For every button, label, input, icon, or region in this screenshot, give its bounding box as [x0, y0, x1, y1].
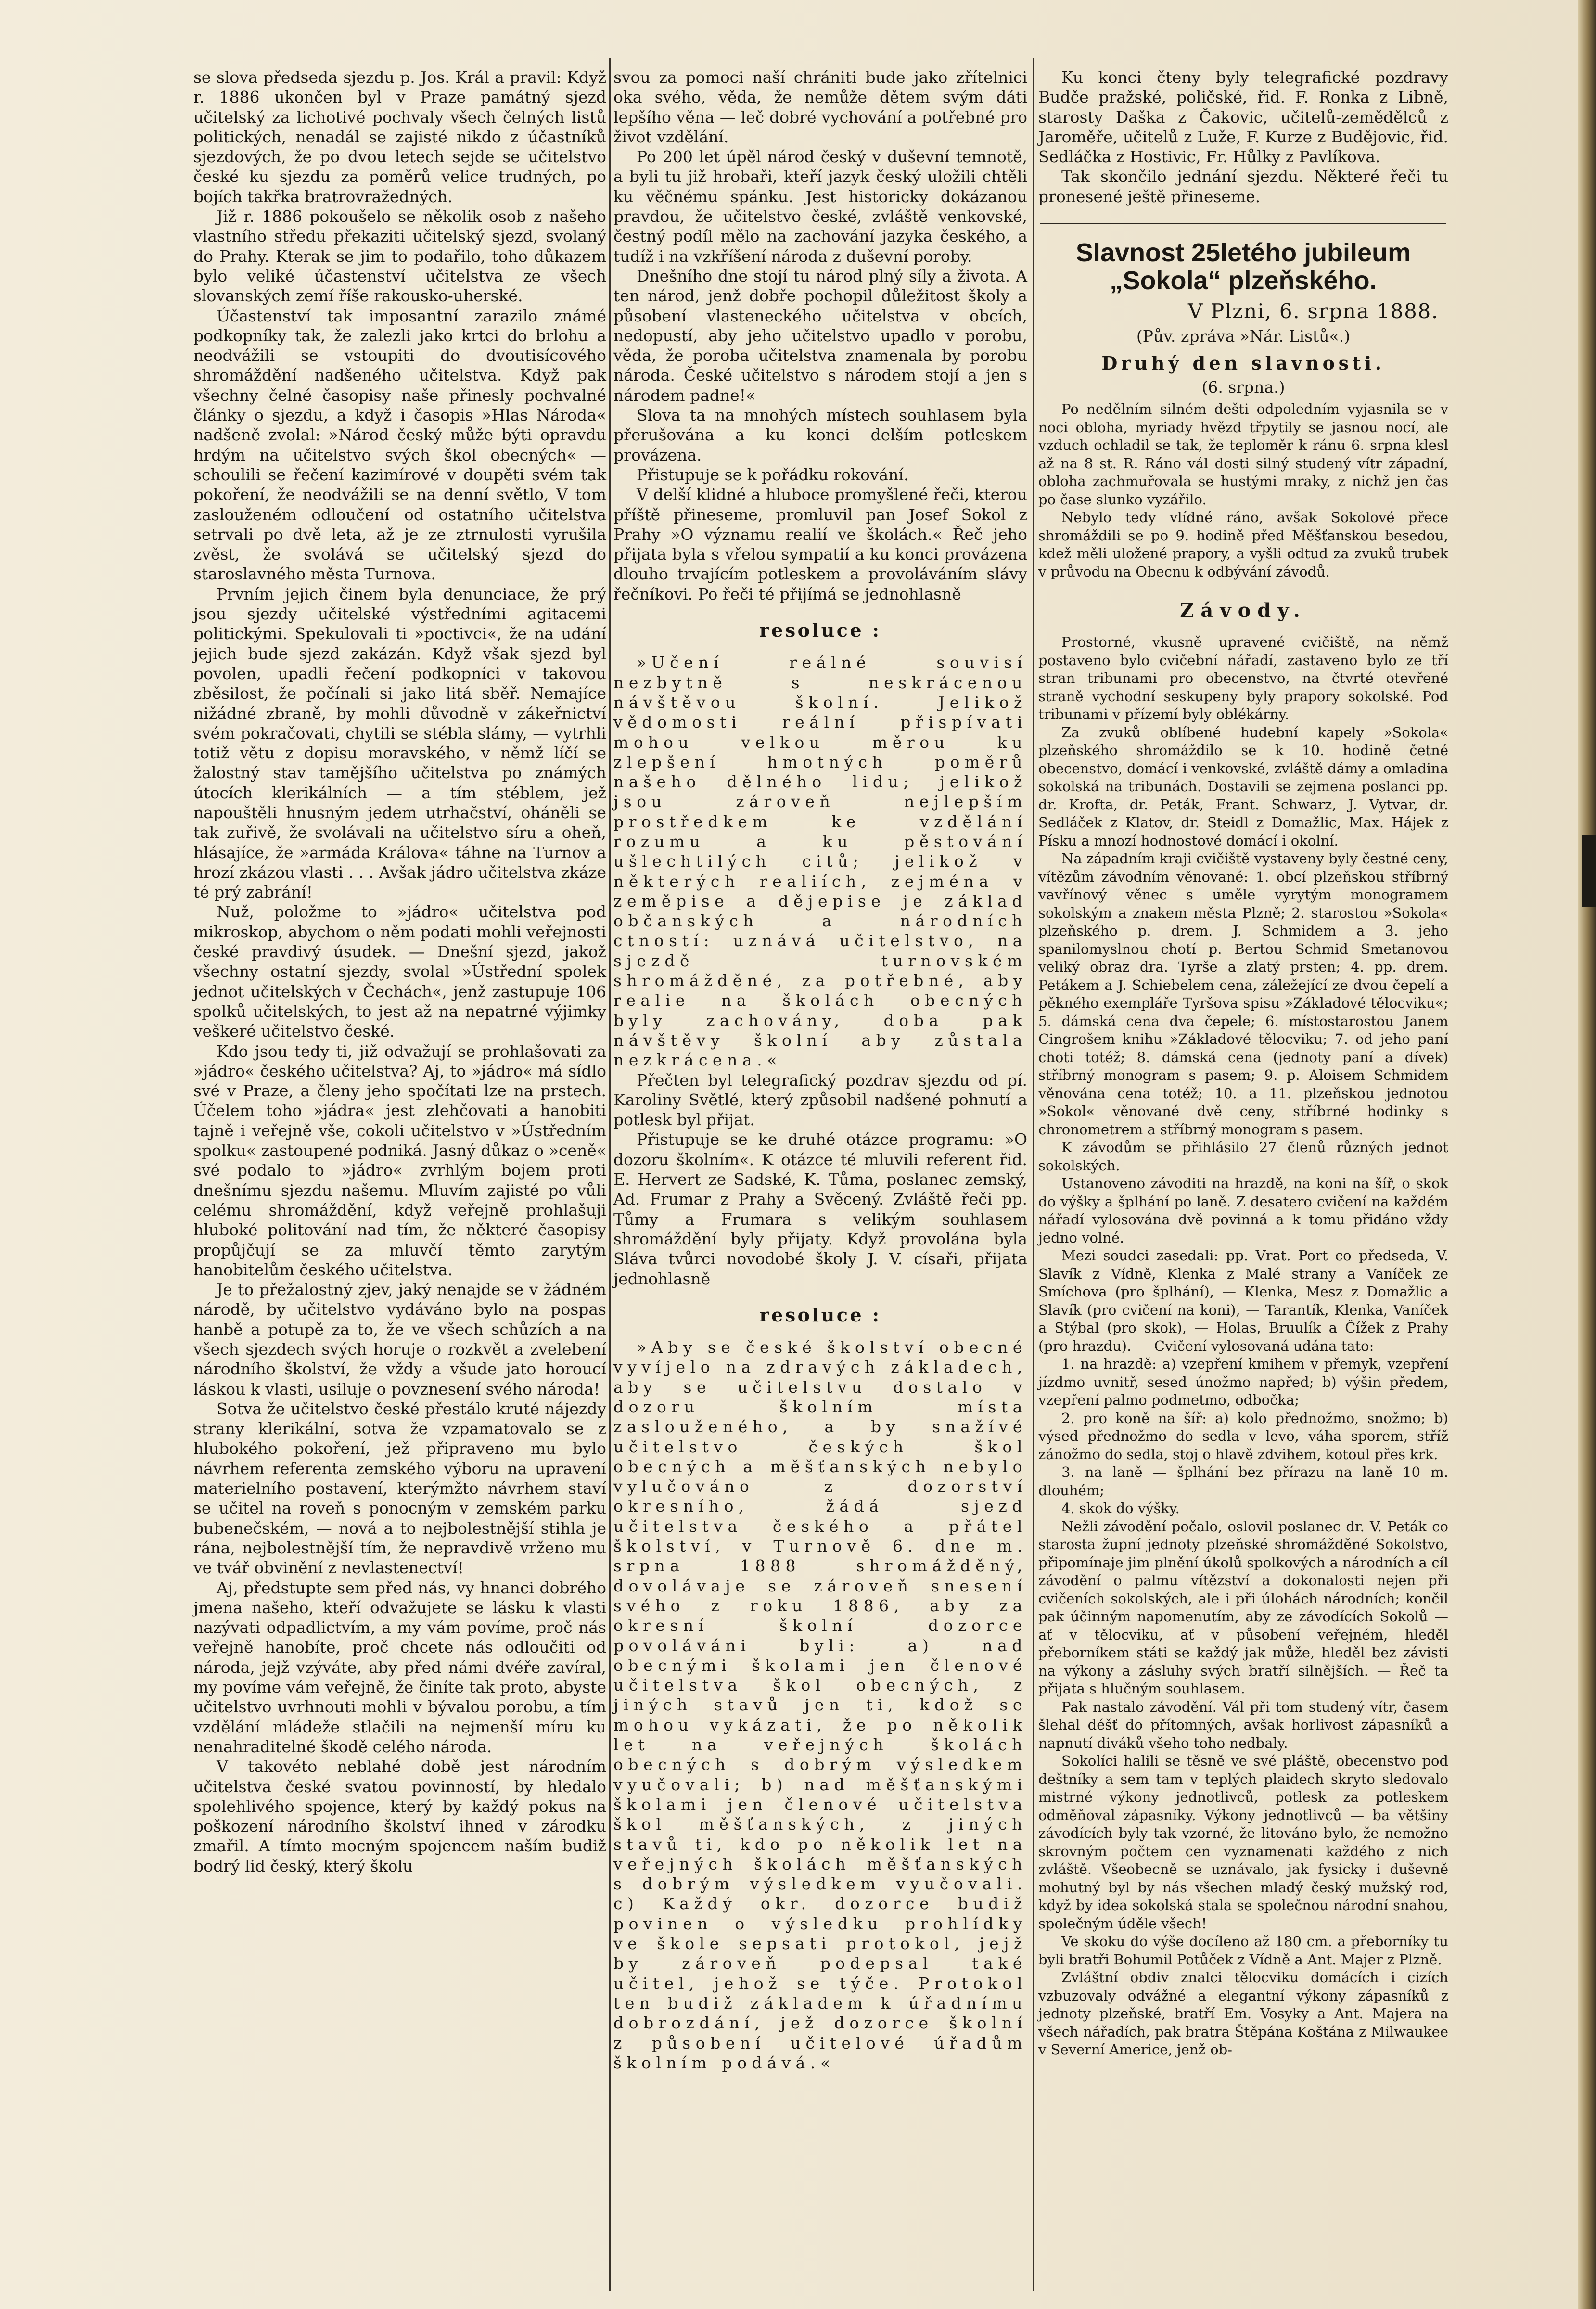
paragraph: 4. skok do výšky. — [1061, 1500, 1180, 1517]
paragraph: Kdo jsou tedy ti, již odvažují se prohlašovati za »jádro« českého učitelstva? Aj, to »jádro« má sídlo své v Praze, a členy jeho spočítati lze na prstech. Účelem toho »jádra« jest zlehčovati a hanobiti tajně i veřejně vše, cokoli učitelstvo v »Ústředním spolku« zastoupené podniká. Jasný důkaz o »ceně« své podalo to »jádro« zvrhlým bojem proti dnešnímu sjezdu našemu. Mluvím zajisté po vůli celému shromáždění, když veřejně prohlašuji hluboké politování nad tím, že některé časopisy propůjčují se za mluvčí těmto zarytým hanobitelům českého učitelstva. — [193, 1041, 606, 1279]
column-rule — [609, 58, 611, 2291]
paragraph: Prostorné, vkusně upravené cvičiště, na němž postaveno bylo cvičební nářadí, zastaveno bylo ze tří stran tribunami pro obecenstvo, na čtvrté otevřené straně vychodní seskupeny byly prapory sokolské. Pod tribunami v přízemí byly oblékárny. — [1038, 634, 1448, 723]
resolution-text: »Učení reálné souvisí nezbytně s neskrácenou návštěvou školní. Jelikož vědomosti reální přispívati mohou velkou měrou ku zlepšení hmotných poměrů našeho dělného lidu; jelikož jsou zároveň nejlepším prostředkem ke vzdělání rozumu a ku pěstování ušlechtilých citů; jelikož v některých realiích, zejména v zeměpise a dějepise je základ občanských a národních ctností: uznává učitelstvo, na sjezdě turnovském shromážděné, za potřebné, aby realie na školách obecných byly zachovány, doba pak návštěvy školní aby zůstala nezkrácena.« — [613, 653, 1027, 1070]
section-heading: Závody. — [1180, 599, 1307, 622]
dateline: V Plzni, 6. srpna 1888. — [1188, 299, 1439, 323]
column-rule — [1033, 58, 1034, 2291]
paragraph: Slova ta na mnohých místech souhlasem byla přerušována a ku konci delším potleskem provázena. — [613, 406, 1027, 464]
paragraph: se slova předseda sjezdu p. Jos. Král a pravil: Když r. 1886 ukončen byl v Praze památný sjezd učitelský za lichotivé pochvaly všech čelných listů politických, nenadál se zajisté nikdo z účastníků sjezdových, že po dvou letech sejde se učitelstvo české ku sjezdu za poměrů velice trudných, po bojích takřka bratrovražedných. — [193, 68, 606, 206]
page-edge-shadow — [1578, 0, 1596, 2309]
paragraph: Po nedělním silném dešti odpoledním vyjasnila se v noci obloha, myriady hvězd třpytily se jasnou nocí, ale vzduch ochladil se tak, že teploměr k ránu 6. srpna klesl až na 8 st. R. Ráno vál dosti silný studený vítr západní, obloha zachmuřovala se hustými mraky, z nichž jen čas po čase slunko vyzářilo. — [1038, 401, 1448, 508]
paragraph: Na západním kraji cvičiště vystaveny byly čestné ceny, vítězům závodním věnované: 1. obcí plzeňskou stříbrný vavřínový věnec s uměle vyrytým monogramem sokolským a znakem města Plzně; 2. starostou »Sokola« plzeňského p. drem. J. Schmidem a 3. jeho spanilomyslnou chotí p. Bertou Schmid Smetanovou veliký obraz dra. Tyrše a zlatý prsten; 4. pp. drem. Petákem a J. Schiebelem cena, záležející ze dvou čepelí a pěkného exempláře Tyršova spisu »Základové tělocviku«; 5. dámská cena dva čepele; 6. místostarostou Janem Cingrošem knihu »Základové tělocviku; 7. od jeho paní choti totéž; 8. dámská cena (jednoty paní a dívek) stříbrný monogram s pasem; 9. p. Aloisem Schmidem věnována cena totéž; 10. a 11. plzeňskou jednotou »Sokol« věnované dvě ceny, stříbrné hodinky s chronometrem a stříbrný monogram s pasem. — [1038, 850, 1448, 1138]
paragraph: Prvním jejich činem byla denunciace, že prý jsou sjezdy učitelské výstředními agitacemi politickými. Spekulovali ti »poctivci«, že na udání jejich bude sjezd zakázán. Když však sjezd byl povolen, upadli řečení podkopníci v takovou zběsilost, že počínali si jako litá sběř. Nemajíce nižádné zbraně, by mohli důvodně v zákeřnictví svém pokračovati, chytili se stébla slámy, — vytrhli totiž větu z dopisu moravského, v němž líčí se žalostný stav tamějšího učitelstva po známých útocích klerikálních — a tím stéblem, jež napouštěli hnusným jedem utrhačství, oháněli se tak zuřivě, že svolávali na učitelstvo síru a oheň, hlásajíce, že »armáda Králova« táhne na Turnov a hrozí zkázou vlasti . . . Avšak jádro učitelstva zkáze té prý zabrání! — [193, 584, 606, 902]
paragraph: Tak skončilo jednání sjezdu. Některé řeči tu pronesené ještě přineseme. — [1038, 167, 1448, 206]
paragraph: 2. pro koně na šíř: a) kolo přednožmo, snožmo; b) výsed přednožmo do sedla v levo, váha sporem, stříž zánožmo do sedla, stoj o hlavě zdvihem, kotoul přes krk. — [1038, 1410, 1448, 1462]
paragraph: Přistupuje se ke druhé otázce programu: »O dozoru školním«. K otázce té mluvili referent řid. E. Hervert ze Sadské, K. Tůma, poslanec zemský, Ad. Frumar z Prahy a Svěcený. Zvláště řeči pp. Tůmy a Frumara s velikým souhlasem shromáždění byly přijaty. Když provolána byla Sláva tvůrci novodobé školy J. V. císaři, přijata jednohlasně — [613, 1130, 1027, 1288]
paragraph: Za zvuků oblíbené hudební kapely »Sokola« plzeňského shromáždilo se k 10. hodině četné obecenstvo, domácí i venkovské, zvláště dámy a omladina sokolská na tribunách. Dostavili se zejmena poslanci pp. dr. Krofta, dr. Peták, Frant. Schwarz, J. Vytvar, dr. Sedláček z Klatov, dr. Steidl z Domažlic, Max. Hájek z Písku a mnozí hodnostové domácí i okolní. — [1038, 724, 1448, 849]
paragraph: Sokolíci halili se těsně ve své pláště, obecenstvo pod deštníky a sem tam v teplých plaidech skryto sledovalo mistrné výkony jednotlivců, potlesk za potleskem odměňoval zápasníky. Výkony jednotlivců — ba většiny závodících byly tak vzorné, že litováno bylo, že nemožno skrovným počtem cen vyznamenati každého z nich zvláště. Všeobecně se uznávalo, jak fysicky i duševně mohutný byl by nás všechen mladý český mužský rod, když by idea sokolská stala se společnou národní snahou, společným úděle všech! — [1038, 1753, 1448, 1932]
paragraph: V takovéto neblahé době jest národním učitelstva české svatou povinností, by hledalo spolehlivého spojence, který by každý pokus na poškození národního školství ihned v zárodku zmařil. A tímto mocným spojencem naším budiž bodrý lid český, který školu — [193, 1757, 606, 1875]
paragraph: Je to přežalostný zjev, jaký nenajde se v žádném národě, by učitelstvo vydáváno bylo na pospas hanbě a potupě za to, že ve všech schůzích a na všech sjezdech svých horuje o rozkvět a zvelebení národního školství, že vždy a všude jato horoucí láskou k vlasti, usiluje o povznesení svého národa! — [193, 1280, 606, 1398]
paragraph: K závodům se přihlásilo 27 členů různých jednot sokolských. — [1038, 1139, 1448, 1174]
column-3 — [1038, 67, 1448, 2059]
paragraph: Ku konci čteny byly telegrafické pozdravy Budče pražské, poličské, řid. F. Ronka z Libně, starosty Daška z Čakovic, učitelů-zemědělců z Jaroměře, učitelů z Luže, F. Kurze z Budějovic, řid. Sedláčka z Hostivic, Fr. Hůlky z Pavlíkova. — [1038, 68, 1448, 167]
paragraph: Zvláštní obdiv znalci tělocviku domácích i cizích vzbuzovaly odvážné a elegantní výkony zápasníků z jednoty plzeňské, bratří Em. Vosyky a Ant. Majera na všech nářadích, pak bratra Štěpána Koštána z Milwaukee v Severní Americe, jenž ob- — [1038, 1969, 1448, 2058]
subheading-date: (6. srpna.) — [1201, 378, 1285, 397]
paragraph: Sotva že učitelstvo české přestálo kruté nájezdy strany klerikální, sotva že vzpamatovalo se z hlubokého pokoření, jež připraveno mu bylo návrhem referenta zemského výboru na upravení materielního postavení, kterýmžto návrhem staví se učitel na roveň s ponocným v zemském parku bubenečském, — nová a to nejbolestnější stihla je rána, nejbolestnější tím, že nepravdivě vrženo mu ve tvář obvinění z nevlastenectví! — [193, 1399, 606, 1578]
section-divider — [1040, 223, 1446, 224]
paragraph: 3. na laně — šplhání bez přírazu na laně 10 m. dlouhém; — [1038, 1464, 1448, 1499]
paragraph: Nebylo tedy vlídné ráno, avšak Sokolové přece shromáždili se po 9. hodině před Měšťanskou besedou, kdež měli uložené prapory, a vyšli odtud za zvuků trubek v průvodu na Obecnu k odbývání závodů. — [1038, 509, 1448, 580]
paragraph: Přečten byl telegrafický pozdrav sjezdu od pí. Karoliny Světlé, který způsobil nadšené pohnutí a potlesk byl přijat. — [613, 1070, 1027, 1129]
paragraph: Ve skoku do výše docíleno až 180 cm. a přeborníky tu byli bratři Bohumil Potůček z Vídně a Ant. Majer z Plzně. — [1038, 1933, 1448, 1968]
paragraph: Přistupuje se k pořádku rokování. — [637, 465, 909, 484]
paragraph: 1. na hrazdě: a) vzepření kmihem v přemyk, vzepření jízdmo uvnitř, sesed únožmo napřed; b) výšin předem, vzepření palmo podmetmo, odbočka; — [1038, 1356, 1448, 1409]
paragraph: Dnešního dne stojí tu národ plný síly a života. A ten národ, jenž dobře pochopil důležitost školy a působení vlasteneckého učitelstva v obcích, nedopustí, aby jeho učitelstvo upadlo v porobu, věda, že poroba učitelstva znamenala by porobu národa. České učitelstvo s národem stojí a jen s národem padne!« — [613, 266, 1027, 405]
paragraph: Ustanoveno závoditi na hrazdě, na koni na šíř, o skok do výšky a šplhání po laně. Z desatero cvičení na každém nářadí vylosována dvě povinná a k tomu přidáno vždy jedno volné. — [1038, 1175, 1448, 1246]
paragraph: Již r. 1886 pokoušelo se několik osob z našeho vlastního středu překaziti učitelský sjezd, svolaný do Prahy. Kterak se jim to podařilo, toho důkazem bylo veliké účastenství učitelstva ze všech slovanských zemí říše rakousko-uherské. — [193, 207, 606, 306]
resolution-text: »Aby se české školství obecné vyvíjelo na zdravých základech, aby se učitelstvu dostalo v dozoru školním místa zaslouženého, a by snažívé učitelstvo českých škol obecných a měšťanských nebylo vylučováno z dozorství okresního, žádá sjezd učitelstva českého a přátel školství, v Turnově 6. dne m. srpna 1888 shromážděný, dovolávaje se zároveň snesení svého z roku 1886, aby za okresní školní dozorce povoláváni byli: a) nad obecnými školami jen členové učitelstva škol obecných, z jiných stavů jen ti, kdož se mohou vykázati, že po několik let na veřejných školách obecných s dobrým výsledkem vyučovali; b) nad měšťanskými školami jen členové učitelstva škol měšťanských, z jiných stavů ti, kdo po několik let na veřejných školách měšťanských s dobrým výsledkem vyučovali. c) Každý okr. dozorce budiž povinen o výsledku prohlídky ve škole sepsati protokol, jejž by zároveň podepsal také učitel, jehož se týče. Protokol ten budiž základem k úřadnímu dobrozdání, jež dozorce školní z působení učitelové úřadům školním podává.« — [613, 1338, 1027, 2072]
resolution-heading: resoluce : — [759, 1304, 881, 1326]
paragraph: Nežli závodění počalo, oslovil poslanec dr. V. Peták co starosta župní jednoty plzeňské shromážděné Sokolstvo, připomínaje jim plnění úkolů spolkových a národních a cíl závodění o palmu vítězství a dokonalosti nejen při cvičeních sokolských, ale i při úlohách národních; končil pak účinným napomenutím, aby ze závodících Sokolů — ať v tělocviku, ať v působení veřejném, hleděl přeborníkem státi se každý jak může, hleděl bez závisti na výkony a zásluhy svých bratří silnějších. — Řeč ta přijata s hlučným souhlasem. — [1038, 1518, 1448, 1697]
paragraph: Účastenství tak imposantní zarazilo známé podkopníky tak, že zalezli jako krtci do brlohu a neodvážili se vstoupiti do dvoutisícového shromáždění nadšeného učitelstva. Když pak všechny čelné časopisy naše přinesly pochvalné články o sjezdu, a když i časopis »Hlas Národa« nadšeně zvolal: »Národ český může býti opravdu hrdým na učitelstvo svých škol obecných« — schoulili se řečení kazimírové v doupěti svém tak pokoření, že neodvážili se na denní světlo, V tom zaslouženém odloučení od ostatního učitelstva setrvali po dvě leta, až je ze ztrnulosti vyrušila zvěst, že svolává se učitelský sjezd do staroslavného města Turnova. — [193, 306, 606, 584]
paragraph: svou za pomoci naší chrániti bude jako zřítelnici oka svého, věda, že nemůže dětem svým dáti lepšího věna — leč dobré vychování a potřebné pro život vzdělání. — [613, 68, 1027, 146]
paragraph: Mezi soudci zasedali: pp. Vrat. Port co předseda, V. Slavík z Vídně, Klenka z Malé strany a Vaníček ze Smíchova (pro šplhání), — Klenka, Mesz z Domažlic a Slavík (pro cvičení na koni), — Tarantík, Klenka, Vaníček a Stýbal (pro skok), — Holas, Bruulík a Čížek z Prahy (pro hrazdu). — Cvičení vylosovaná udána tato: — [1038, 1247, 1448, 1354]
column-1 — [193, 67, 606, 1876]
article-title: Slavnost 25letého jubileum „Sokola“ plzeňského. — [1075, 238, 1411, 295]
binding-tab — [1582, 835, 1596, 907]
paragraph: Aj, předstupte sem před nás, vy hnanci dobrého jmena našeho, kteří odvažujete se lásku k vlasti nazývati odpadlictvím, a my vám povíme, proč nás veřejně hanobíte, proč chcete nás odloučiti od národa, jejž vzýváte, aby před námi dvéře zavíral, my povíme vám veřejně, že činíte tak proto, abyste učitelstvo uvrhnouti mohli v bývalou porobu, a tím vzdělání mládeže stlačili na nejmenší míru ku nenahraditelné škodě celého národa. — [193, 1578, 606, 1756]
resolution-heading: resoluce : — [759, 619, 881, 641]
paragraph: Po 200 let úpěl národ český v duševní temnotě, a byli tu již hrobaři, kteří jazyk český uložili chtěli ku věčnému spánku. Jest historicky dokázanou pravdou, že učitelstvo české, zvláště venkovské, čestný podíl mělo na zachování jazyka českého, a tudíž i na vzkříšení národa z duševní poroby. — [613, 147, 1027, 266]
paragraph: Nuž, položme to »jádro« učitelstva pod mikroskop, abychom o něm podati mohli veřejnosti české pravdivý úsudek. — Dnešní sjezd, jakož všechny ostatní sjezdy, svolal »Ústřední spolek jednot učitelských v Čechách«, jenž zastupuje 106 spolků učitelských, to jest až na nepatrné výjimky veškeré učitelstvo české. — [193, 902, 606, 1041]
paragraph: V delší klidné a hluboce promyšlené řeči, kterou příště přineseme, promluvil pan Josef Sokol z Prahy »O významu realií ve školách.« Řeč jeho přijata byla s vřelou sympatií a ku konci provázena dlouho trvajícím potleskem a provoláváním slávy řečníkovi. Po řeči té přijímá se jednohlasně — [613, 485, 1027, 603]
source-note: (Pův. zpráva »Nár. Listů«.) — [1136, 327, 1351, 346]
subheading: Druhý den slavnosti. — [1101, 352, 1385, 374]
paragraph: Pak nastalo závodění. Vál při tom studený vítr, časem šlehal déšť do přítomných, avšak horlivost zápasníků a napnutí diváků všeho toho nedbaly. — [1038, 1698, 1448, 1751]
column-2 — [613, 67, 1027, 2073]
